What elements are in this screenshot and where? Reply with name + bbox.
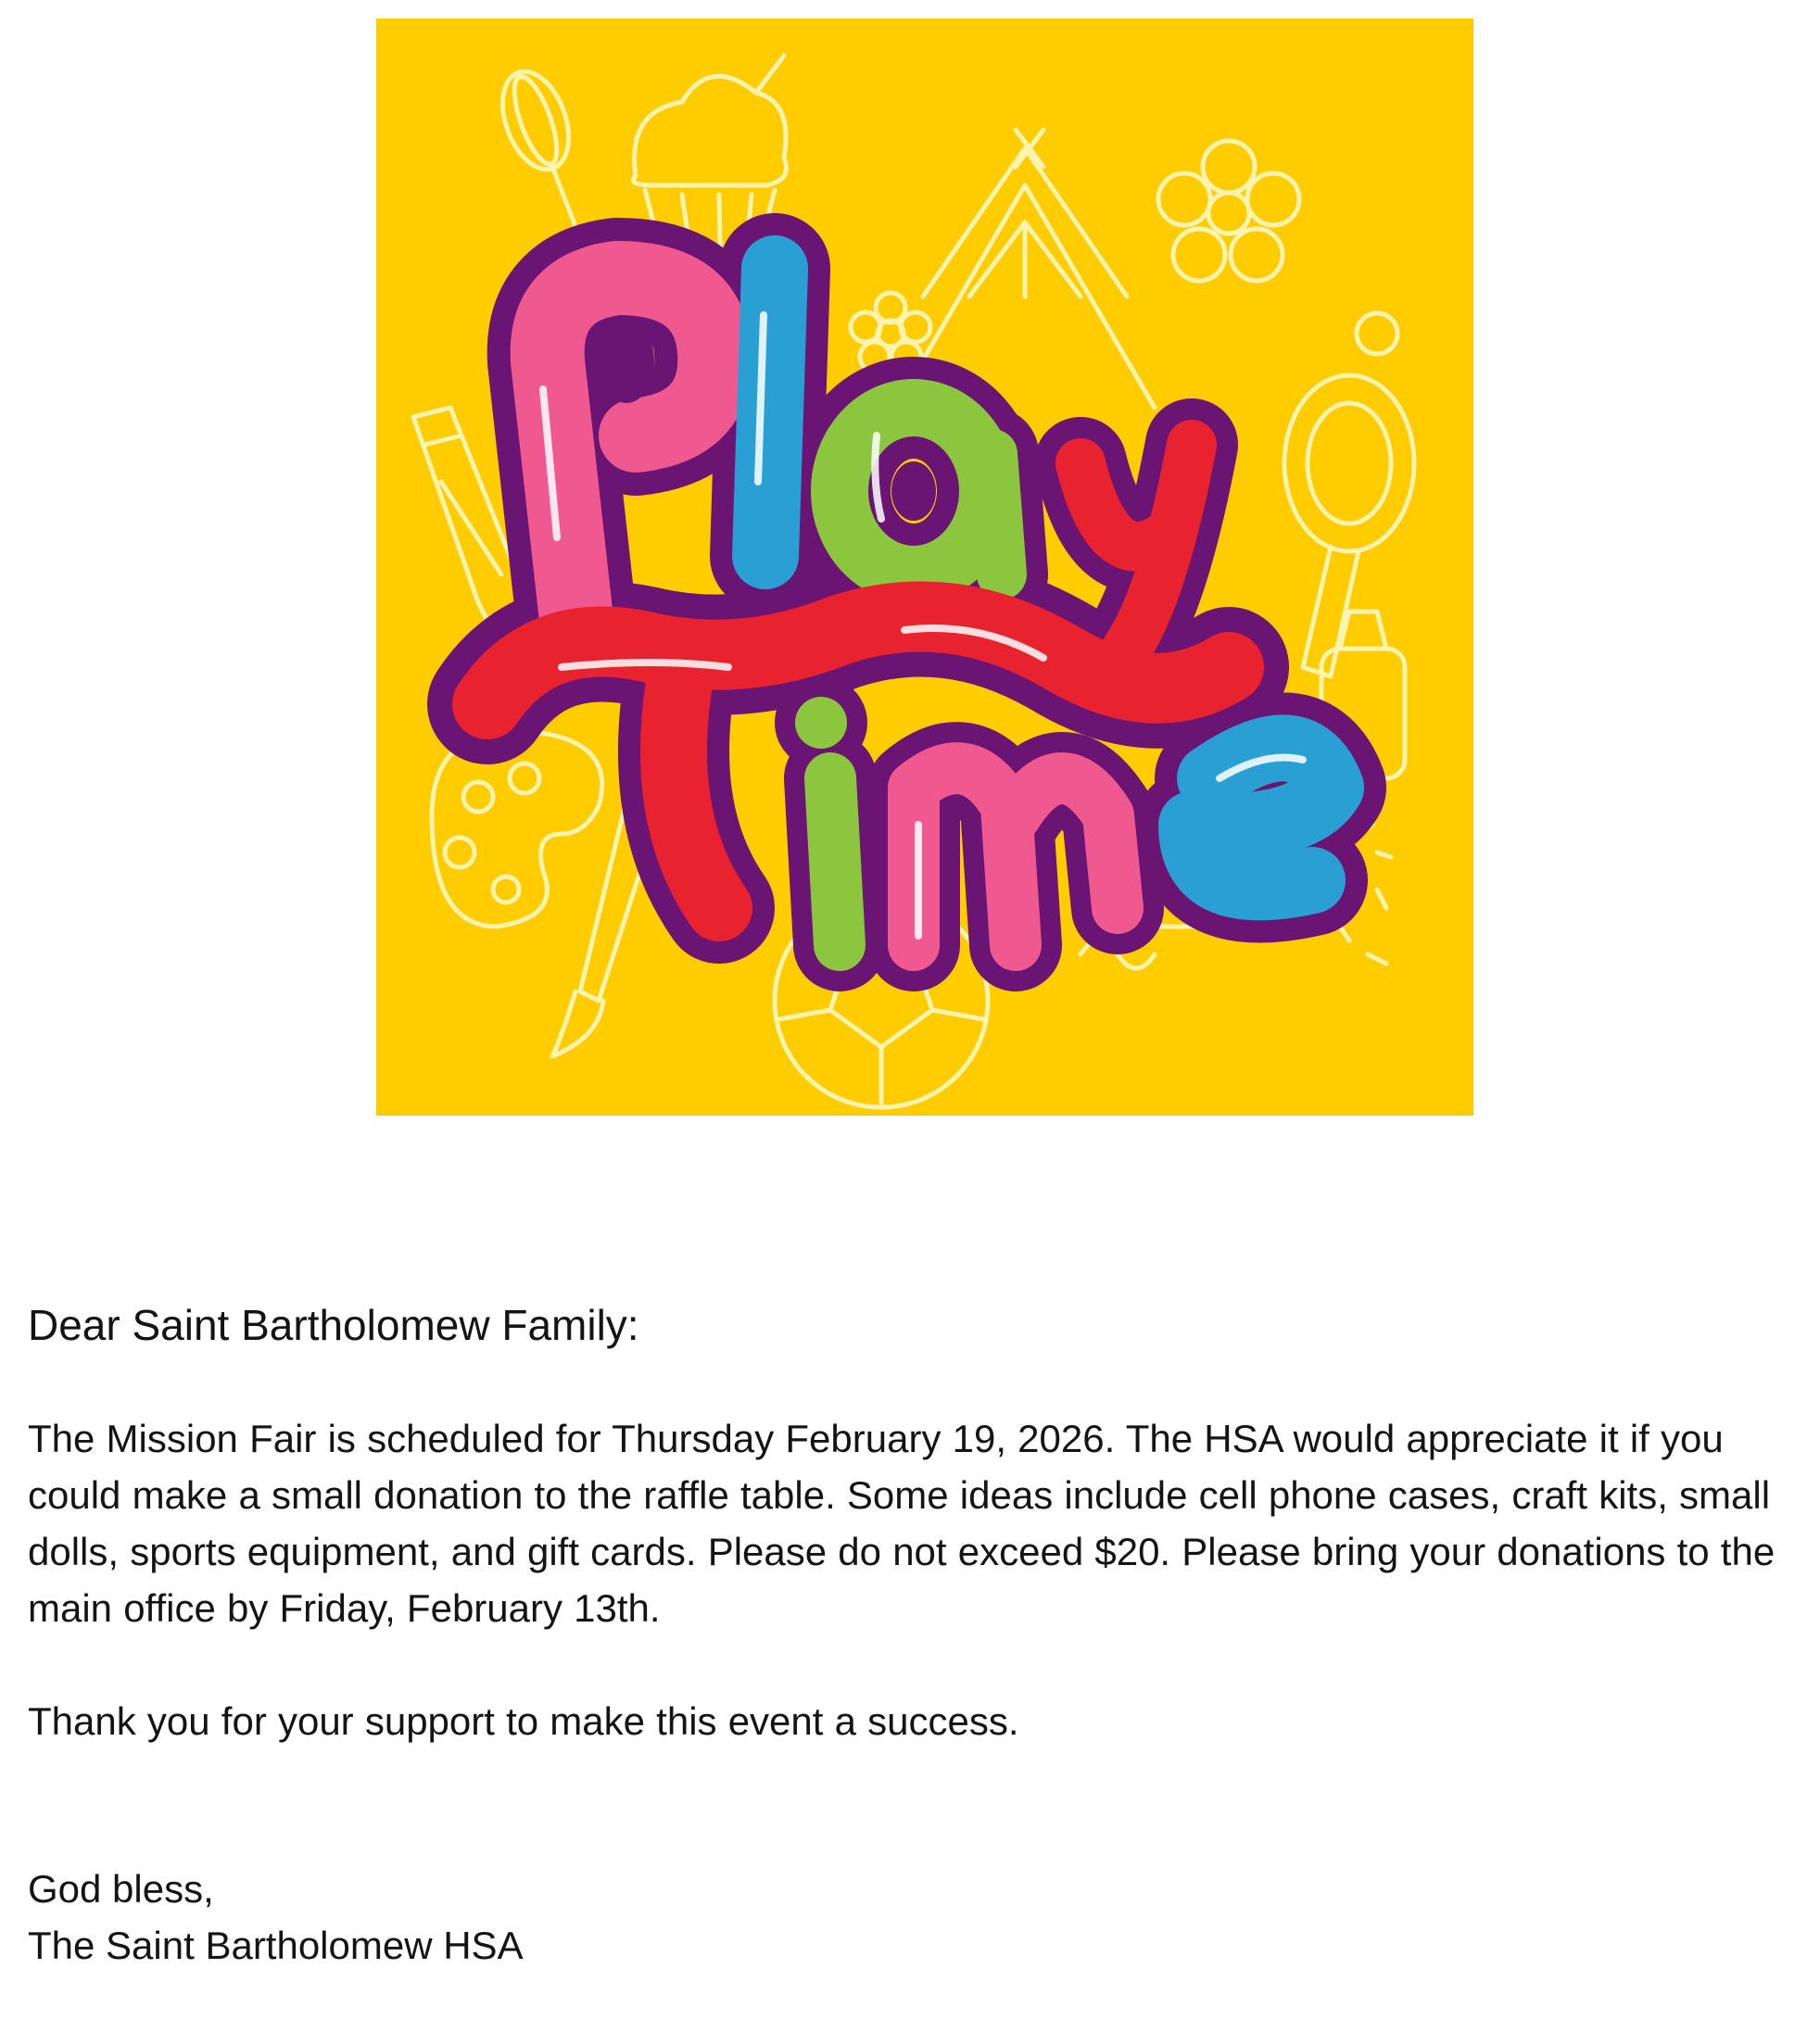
thank-you-line: Thank you for your support to make this event a success.: [28, 1699, 1019, 1743]
greeting: Dear Saint Bartholomew Family:: [28, 1301, 639, 1349]
main-paragraph: The Mission Fair is scheduled for Thursday February 19, 2026. The HSA would appreciate it if you could make a small donation to the raffle table. Some ideas include cell phone cases, craft kits, small dolls, sports equipment, and gift cards. Please do not exceed $20. Please bring your donations to the main office by Friday, February 13th.: [28, 1417, 1776, 1630]
play-time-illustration: [376, 19, 1473, 1116]
play-time-poster: [376, 19, 1473, 1116]
signature: The Saint Bartholomew HSA: [28, 1924, 524, 1967]
closing-line: God bless,: [28, 1867, 214, 1911]
letter-body: [28, 1297, 1788, 1974]
